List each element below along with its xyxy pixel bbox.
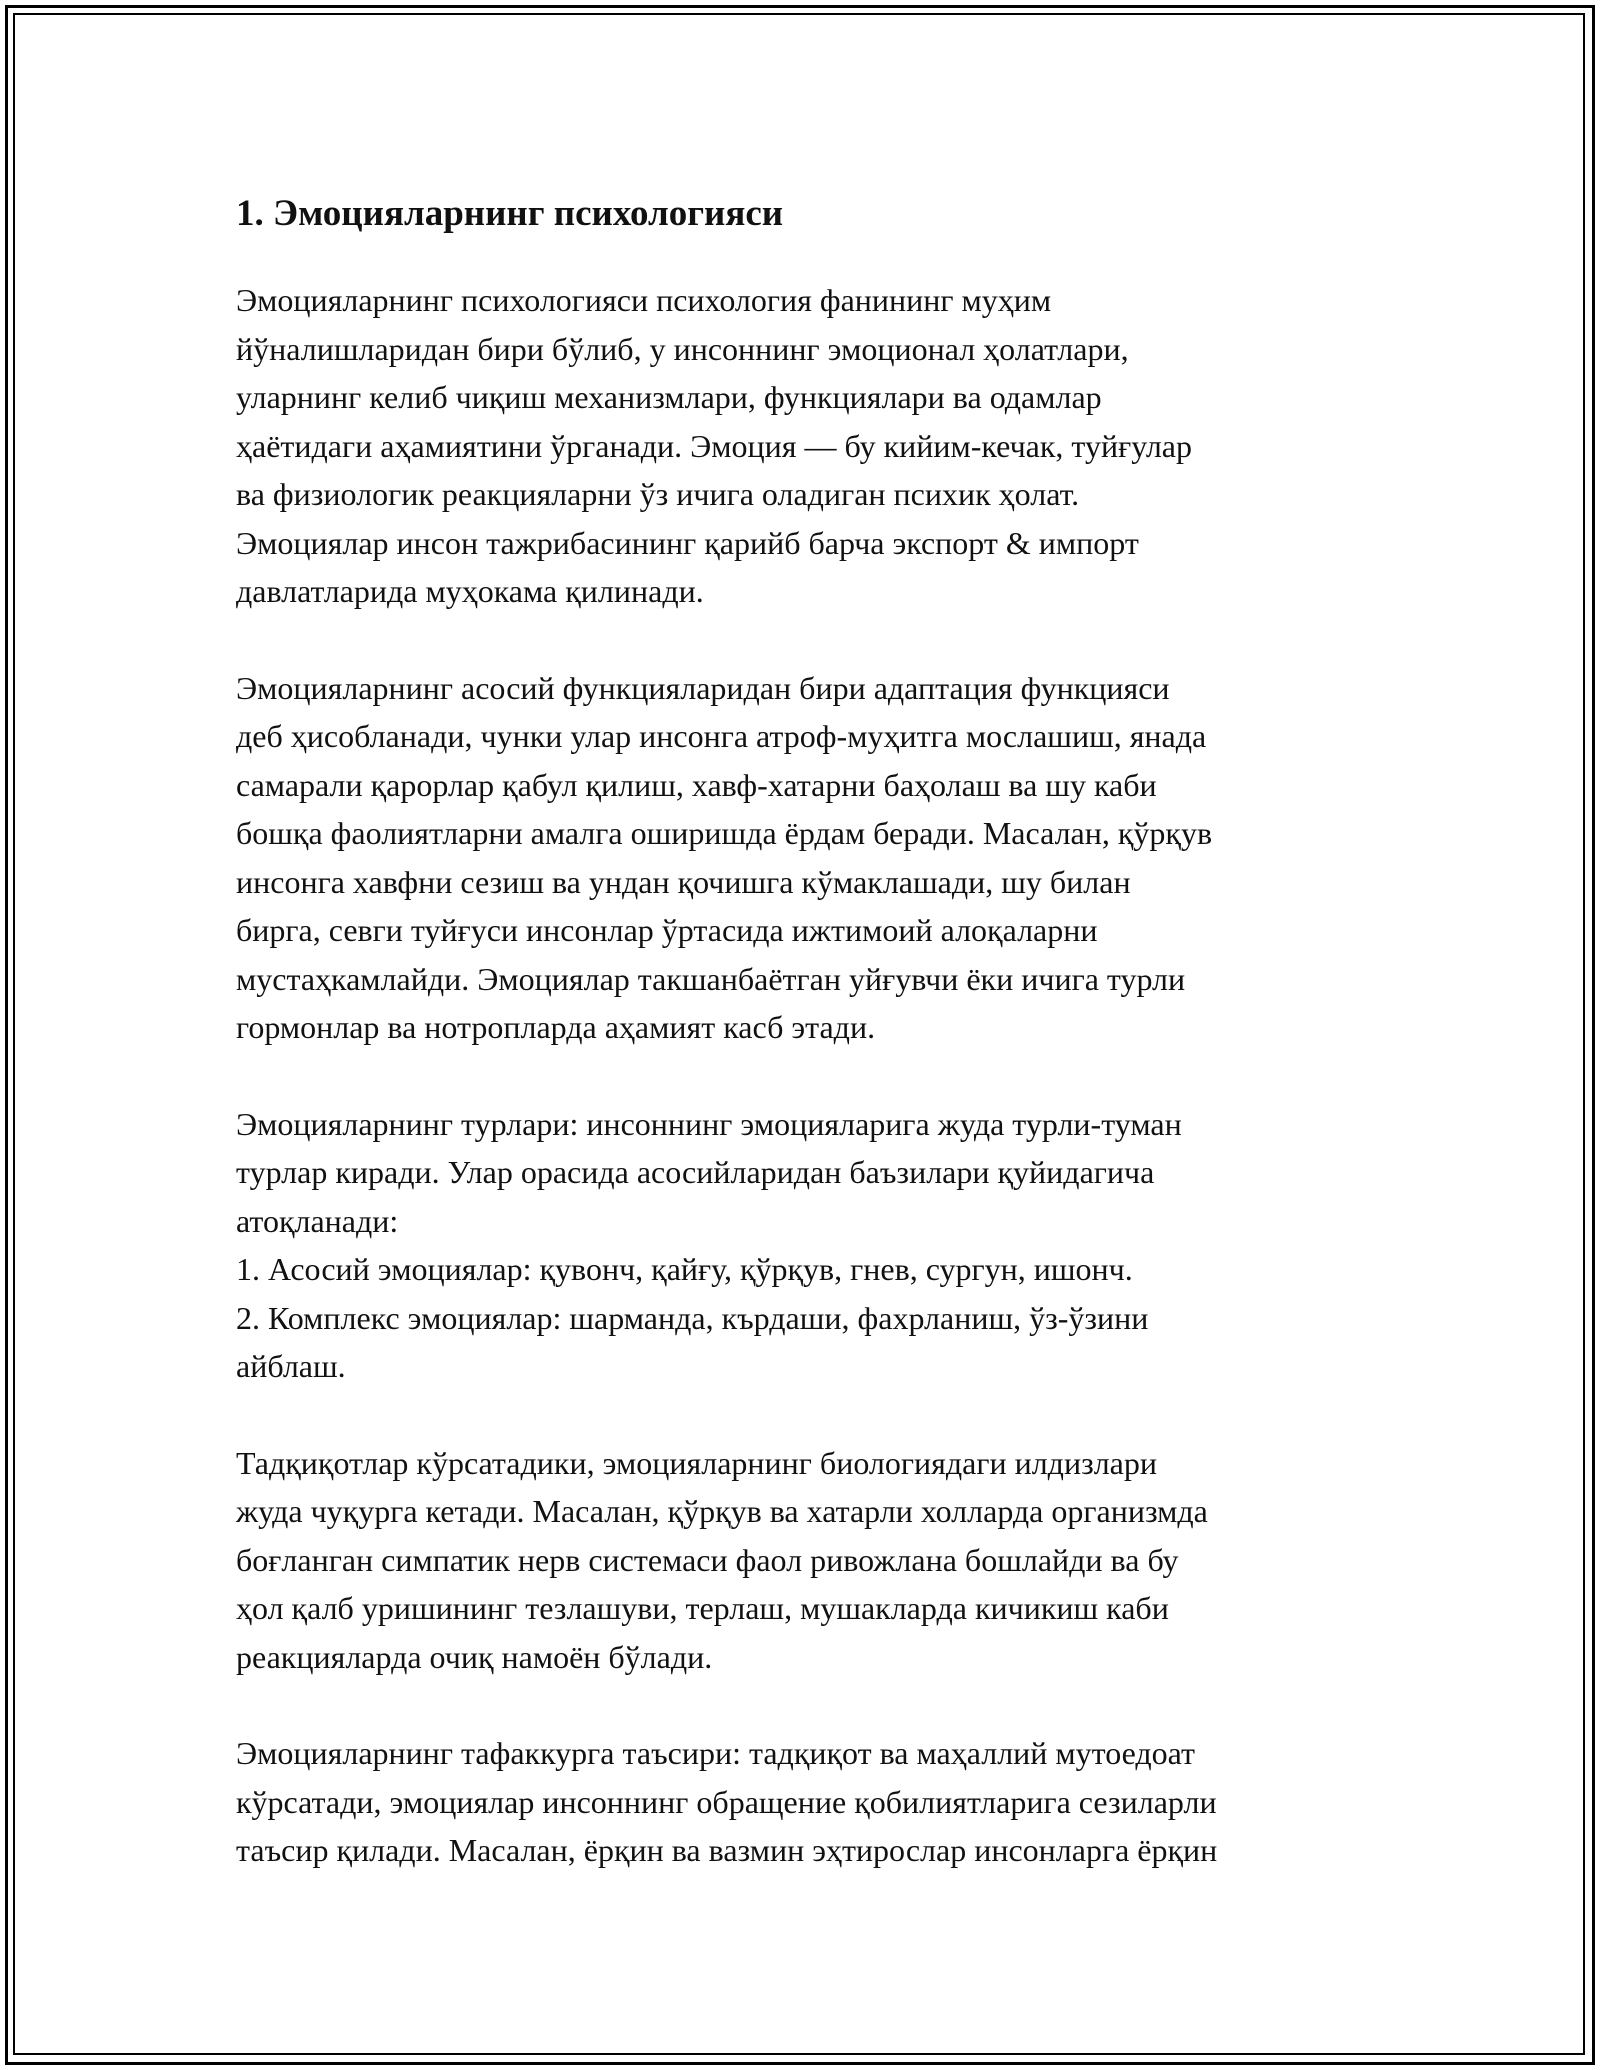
- paragraph-thinking: [236, 1729, 1366, 1875]
- text-line: турлар киради. Улар орасида асосийларидан баъзилари қуйидагича: [236, 1154, 1155, 1190]
- text-line: Эмоцияларнинг тафаккурга таъсири: тадқиқот ва маҳаллий мутоедоат: [236, 1735, 1196, 1771]
- text-line: айблаш.: [236, 1348, 346, 1384]
- text-line: давлатларида муҳокама қилинади.: [236, 573, 704, 609]
- text-line: мустаҳкамлайди. Эмоциялар такшанбаётган уйғувчи ёки ичига турли: [236, 960, 1186, 997]
- text-line: Эмоцияларнинг психологияси психология фанининг муҳим: [236, 282, 1052, 318]
- text-line: Тадқиқотлар кўрсатадики, эмоцияларнинг биологиядаги илдизлари: [236, 1444, 1157, 1481]
- text-line: Эмоцияларнинг турлари: инсоннинг эмоцияларига жуда турли-туман: [236, 1105, 1182, 1142]
- document-title: 1. Эмоцияларнинг психологияси: [236, 193, 784, 234]
- text-line: таъсир қилади. Масалан, ёрқин ва вазмин эҳтирослар инсонларга ёрқин: [236, 1832, 1218, 1868]
- text-line: ва физиологик реакцияларни ўз ичига оладиган психик ҳолат.: [236, 476, 1080, 512]
- text-line: уларнинг келиб чиқиш механизмлари, функциялари ва одамлар: [236, 379, 1102, 415]
- text-line: гормонлар ва нотропларда аҳамият касб этади.: [236, 1009, 876, 1045]
- list-item: 2. Комплекс эмоциялар: шарманда, кърдаши, фахрланиш, ўз-ўзини: [236, 1299, 1149, 1336]
- text-line: кўрсатади, эмоциялар инсоннинг обращение қобилиятларига сезиларли: [236, 1783, 1217, 1820]
- document-body: [236, 186, 1366, 1923]
- list-item: 1. Асосий эмоциялар: қувонч, қайғу, қўрқув, гнев, сургун, ишонч.: [236, 1251, 1133, 1287]
- text-line: ҳаётидаги аҳамиятини ўрганади. Эмоция — бу кийим-кечак, туйғулар: [236, 427, 1192, 464]
- text-line: боғланган симпатик нерв системаси фаол ривожлана бошлайди ва бу: [236, 1541, 1179, 1578]
- paragraph-types: [236, 1100, 1366, 1391]
- text-line: Эмоциялар инсон тажрибасининг қарийб барча экспорт & импорт: [236, 524, 1139, 561]
- text-line: йўналишларидан бири бўлиб, у инсоннинг эмоционал ҳолатлари,: [236, 330, 1129, 367]
- paragraph-functions: [236, 664, 1366, 1052]
- text-line: ҳол қалб уришининг тезлашуви, терлаш, мушакларда кичикиш каби: [236, 1590, 1169, 1626]
- paragraph-introduction: [236, 276, 1366, 616]
- paragraph-biology: [236, 1439, 1366, 1682]
- text-line: бошқа фаолиятларни амалга оширишда ёрдам беради. Масалан, қўрқув: [236, 815, 1213, 851]
- text-line: жуда чуқурга кетади. Масалан, қўрқув ва хатарли холларда организмда: [236, 1493, 1208, 1529]
- text-line: деб ҳисобланади, чунки улар инсонга атроф-муҳитга мослашиш, янада: [236, 718, 1207, 754]
- text-line: Эмоцияларнинг асосий функцияларидан бири адаптация функцияси: [236, 669, 1170, 706]
- text-line: самарали қарорлар қабул қилиш, хавф-хатарни баҳолаш ва шу каби: [236, 766, 1157, 803]
- text-line: атоқланади:: [236, 1202, 399, 1239]
- text-line: бирга, севги туйғуси инсонлар ўртасида ижтимоий алоқаларни: [236, 912, 1098, 948]
- text-line: реакцияларда очиқ намоён бўлади.: [236, 1638, 713, 1675]
- text-line: инсонга хавфни сезиш ва ундан қочишга кўмаклашади, шу билан: [236, 863, 1131, 900]
